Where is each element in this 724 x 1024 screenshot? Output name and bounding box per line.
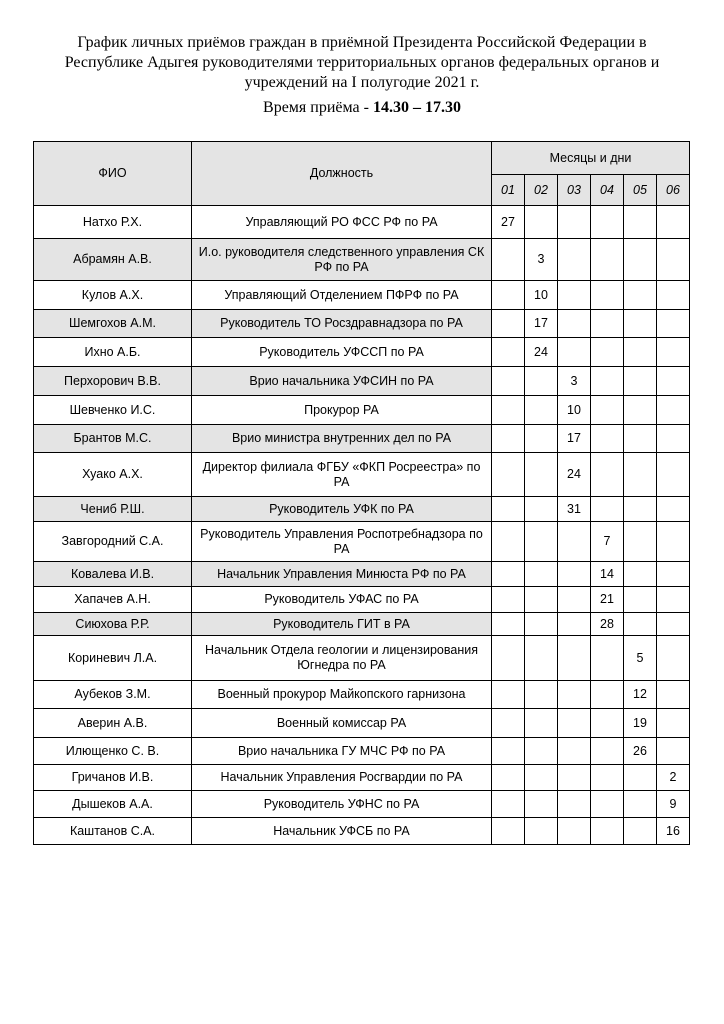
cell-position: И.о. руководителя следственного управления СК РФ по РА	[192, 239, 492, 281]
cell-day	[624, 338, 657, 367]
cell-day	[558, 791, 591, 818]
cell-day	[657, 206, 690, 239]
table-row	[34, 396, 690, 425]
cell-position: Военный прокурор Майкопского гарнизона	[192, 681, 492, 709]
table-row	[34, 765, 690, 791]
cell-day	[492, 338, 525, 367]
cell-day	[657, 367, 690, 396]
cell-day	[657, 338, 690, 367]
cell-fio: Аверин А.В.	[34, 709, 192, 738]
cell-day	[591, 396, 624, 425]
cell-day	[624, 281, 657, 310]
cell-fio: Каштанов С.А.	[34, 818, 192, 845]
cell-position: Начальник Управления Минюста РФ по РА	[192, 562, 492, 587]
cell-day	[591, 636, 624, 681]
cell-day	[558, 338, 591, 367]
cell-day	[558, 587, 591, 613]
cell-day: 31	[558, 497, 591, 522]
cell-day	[657, 636, 690, 681]
schedule-table	[33, 141, 690, 845]
cell-position: Начальник Управления Росгвардии по РА	[192, 765, 492, 791]
table-row	[34, 709, 690, 738]
cell-fio: Шемгохов А.М.	[34, 310, 192, 338]
col-header-months: Месяцы и дни	[492, 142, 690, 175]
cell-position: Врио министра внутренних дел по РА	[192, 425, 492, 453]
cell-day: 17	[525, 310, 558, 338]
cell-day	[492, 818, 525, 845]
table-row	[34, 425, 690, 453]
cell-day: 17	[558, 425, 591, 453]
cell-day	[591, 738, 624, 765]
cell-position: Управляющий Отделением ПФРФ по РА	[192, 281, 492, 310]
cell-day	[624, 791, 657, 818]
reception-time	[40, 98, 684, 118]
cell-day: 12	[624, 681, 657, 709]
cell-fio: Перхорович В.В.	[34, 367, 192, 396]
table-row	[34, 310, 690, 338]
cell-day	[591, 367, 624, 396]
cell-day	[525, 681, 558, 709]
cell-day	[657, 613, 690, 636]
cell-position: Начальник УФСБ по РА	[192, 818, 492, 845]
cell-fio: Чениб Р.Ш.	[34, 497, 192, 522]
table-row	[34, 206, 690, 239]
cell-day	[657, 562, 690, 587]
cell-fio: Хуако А.Х.	[34, 453, 192, 497]
cell-day	[525, 818, 558, 845]
col-header-position: Должность	[192, 142, 492, 206]
cell-fio: Завгородний С.А.	[34, 522, 192, 562]
cell-day	[492, 562, 525, 587]
cell-day	[591, 818, 624, 845]
cell-day	[558, 681, 591, 709]
cell-day: 19	[624, 709, 657, 738]
cell-day	[591, 765, 624, 791]
cell-fio: Гричанов И.В.	[34, 765, 192, 791]
cell-day	[657, 310, 690, 338]
cell-day	[492, 587, 525, 613]
cell-day	[558, 738, 591, 765]
cell-day	[591, 791, 624, 818]
cell-day	[558, 310, 591, 338]
cell-day	[657, 709, 690, 738]
cell-position: Руководитель УФК по РА	[192, 497, 492, 522]
cell-day: 16	[657, 818, 690, 845]
cell-day	[657, 396, 690, 425]
cell-position: Управляющий РО ФСС РФ по РА	[192, 206, 492, 239]
cell-day	[525, 425, 558, 453]
cell-day	[492, 791, 525, 818]
cell-day: 26	[624, 738, 657, 765]
cell-day: 28	[591, 613, 624, 636]
cell-day	[591, 497, 624, 522]
cell-day	[558, 281, 591, 310]
cell-day	[525, 367, 558, 396]
table-row	[34, 239, 690, 281]
cell-position: Руководитель УФССП по РА	[192, 338, 492, 367]
cell-day	[525, 453, 558, 497]
cell-day: 5	[624, 636, 657, 681]
cell-day	[558, 765, 591, 791]
cell-fio: Дышеков А.А.	[34, 791, 192, 818]
cell-day	[492, 613, 525, 636]
table-row	[34, 587, 690, 613]
cell-day	[492, 522, 525, 562]
cell-day	[492, 681, 525, 709]
cell-day: 2	[657, 765, 690, 791]
table-row	[34, 818, 690, 845]
cell-day	[624, 562, 657, 587]
cell-day	[657, 681, 690, 709]
cell-day: 24	[525, 338, 558, 367]
cell-day	[624, 367, 657, 396]
cell-position: Руководитель ГИТ в РА	[192, 613, 492, 636]
cell-day	[591, 206, 624, 239]
cell-day	[624, 522, 657, 562]
cell-day	[525, 587, 558, 613]
cell-day	[492, 425, 525, 453]
cell-day	[657, 425, 690, 453]
cell-day	[525, 765, 558, 791]
cell-day	[525, 791, 558, 818]
cell-day	[525, 709, 558, 738]
cell-day	[657, 587, 690, 613]
cell-fio: Сиюхова Р.Р.	[34, 613, 192, 636]
cell-day	[624, 310, 657, 338]
cell-day	[591, 425, 624, 453]
cell-day	[558, 239, 591, 281]
table-row	[34, 738, 690, 765]
table-row	[34, 636, 690, 681]
cell-day	[492, 239, 525, 281]
cell-day	[624, 587, 657, 613]
cell-day	[558, 522, 591, 562]
table-row	[34, 281, 690, 310]
cell-day	[492, 453, 525, 497]
cell-day: 10	[558, 396, 591, 425]
cell-day	[657, 738, 690, 765]
cell-day	[624, 396, 657, 425]
cell-day	[558, 613, 591, 636]
cell-fio: Шевченко И.С.	[34, 396, 192, 425]
cell-day	[525, 497, 558, 522]
table-row	[34, 497, 690, 522]
cell-day: 10	[525, 281, 558, 310]
cell-day	[525, 613, 558, 636]
cell-position: Врио начальника ГУ МЧС РФ по РА	[192, 738, 492, 765]
col-header-fio: ФИО	[34, 142, 192, 206]
cell-day	[525, 562, 558, 587]
cell-day: 14	[591, 562, 624, 587]
table-row	[34, 791, 690, 818]
cell-day	[492, 765, 525, 791]
cell-day	[624, 239, 657, 281]
cell-day	[492, 396, 525, 425]
document-title: График личных приёмов граждан в приёмной Президента Российской Федерации в Республике Адыгея руководителями территориальных органов федеральных органов и учреждений на I полугодие 2021 г.	[64, 34, 660, 91]
cell-day: 24	[558, 453, 591, 497]
cell-day	[492, 636, 525, 681]
cell-day	[624, 453, 657, 497]
cell-day	[657, 239, 690, 281]
cell-day	[657, 497, 690, 522]
cell-fio: Хапачев А.Н.	[34, 587, 192, 613]
cell-day	[558, 709, 591, 738]
cell-day	[591, 239, 624, 281]
cell-day	[591, 681, 624, 709]
cell-day: 3	[525, 239, 558, 281]
cell-day	[492, 281, 525, 310]
reception-time-label: Время приёма -	[263, 99, 373, 116]
cell-day	[558, 636, 591, 681]
cell-day	[657, 522, 690, 562]
table-row	[34, 338, 690, 367]
cell-day	[492, 367, 525, 396]
cell-day	[525, 522, 558, 562]
reception-time-value: 14.30 – 17.30	[372, 99, 461, 116]
cell-fio: Ихно А.Б.	[34, 338, 192, 367]
month-header: 06	[657, 175, 690, 206]
cell-day	[558, 562, 591, 587]
cell-day	[492, 738, 525, 765]
cell-fio: Брантов М.С.	[34, 425, 192, 453]
table-row	[34, 681, 690, 709]
month-header: 01	[492, 175, 525, 206]
cell-fio: Кулов А.Х.	[34, 281, 192, 310]
cell-day: 9	[657, 791, 690, 818]
table-row	[34, 367, 690, 396]
cell-fio: Абрамян А.В.	[34, 239, 192, 281]
cell-position: Руководитель УФНС по РА	[192, 791, 492, 818]
month-header: 04	[591, 175, 624, 206]
cell-day: 3	[558, 367, 591, 396]
cell-day	[558, 818, 591, 845]
cell-fio: Ковалева И.В.	[34, 562, 192, 587]
cell-day	[558, 206, 591, 239]
cell-day	[492, 709, 525, 738]
cell-position: Врио начальника УФСИН по РА	[192, 367, 492, 396]
cell-day: 27	[492, 206, 525, 239]
cell-day	[525, 396, 558, 425]
cell-fio: Кориневич Л.А.	[34, 636, 192, 681]
cell-day	[591, 281, 624, 310]
cell-day	[525, 206, 558, 239]
cell-day	[624, 425, 657, 453]
cell-position: Руководитель УФАС по РА	[192, 587, 492, 613]
month-header: 02	[525, 175, 558, 206]
cell-day	[657, 453, 690, 497]
cell-day	[624, 613, 657, 636]
cell-position: Прокурор РА	[192, 396, 492, 425]
cell-fio: Аубеков З.М.	[34, 681, 192, 709]
cell-day	[591, 310, 624, 338]
cell-day	[624, 206, 657, 239]
cell-position: Руководитель ТО Росздравнадзора по РА	[192, 310, 492, 338]
cell-day	[591, 338, 624, 367]
cell-day: 21	[591, 587, 624, 613]
cell-day	[492, 310, 525, 338]
cell-day	[624, 497, 657, 522]
cell-day	[591, 453, 624, 497]
cell-day	[525, 636, 558, 681]
cell-position: Военный комиссар РА	[192, 709, 492, 738]
cell-fio: Илющенко С. В.	[34, 738, 192, 765]
cell-day	[525, 738, 558, 765]
table-row	[34, 613, 690, 636]
cell-day	[657, 281, 690, 310]
table-row	[34, 453, 690, 497]
cell-position: Директор филиала ФГБУ «ФКП Росреестра» по РА	[192, 453, 492, 497]
cell-position: Начальник Отдела геологии и лицензирования Югнедра по РА	[192, 636, 492, 681]
cell-day: 7	[591, 522, 624, 562]
cell-fio: Натхо Р.Х.	[34, 206, 192, 239]
cell-position: Руководитель Управления Роспотребнадзора по РА	[192, 522, 492, 562]
cell-day	[492, 497, 525, 522]
cell-day	[591, 709, 624, 738]
table-row	[34, 562, 690, 587]
month-header: 03	[558, 175, 591, 206]
cell-day	[624, 818, 657, 845]
month-header: 05	[624, 175, 657, 206]
table-row	[34, 522, 690, 562]
cell-day	[624, 765, 657, 791]
